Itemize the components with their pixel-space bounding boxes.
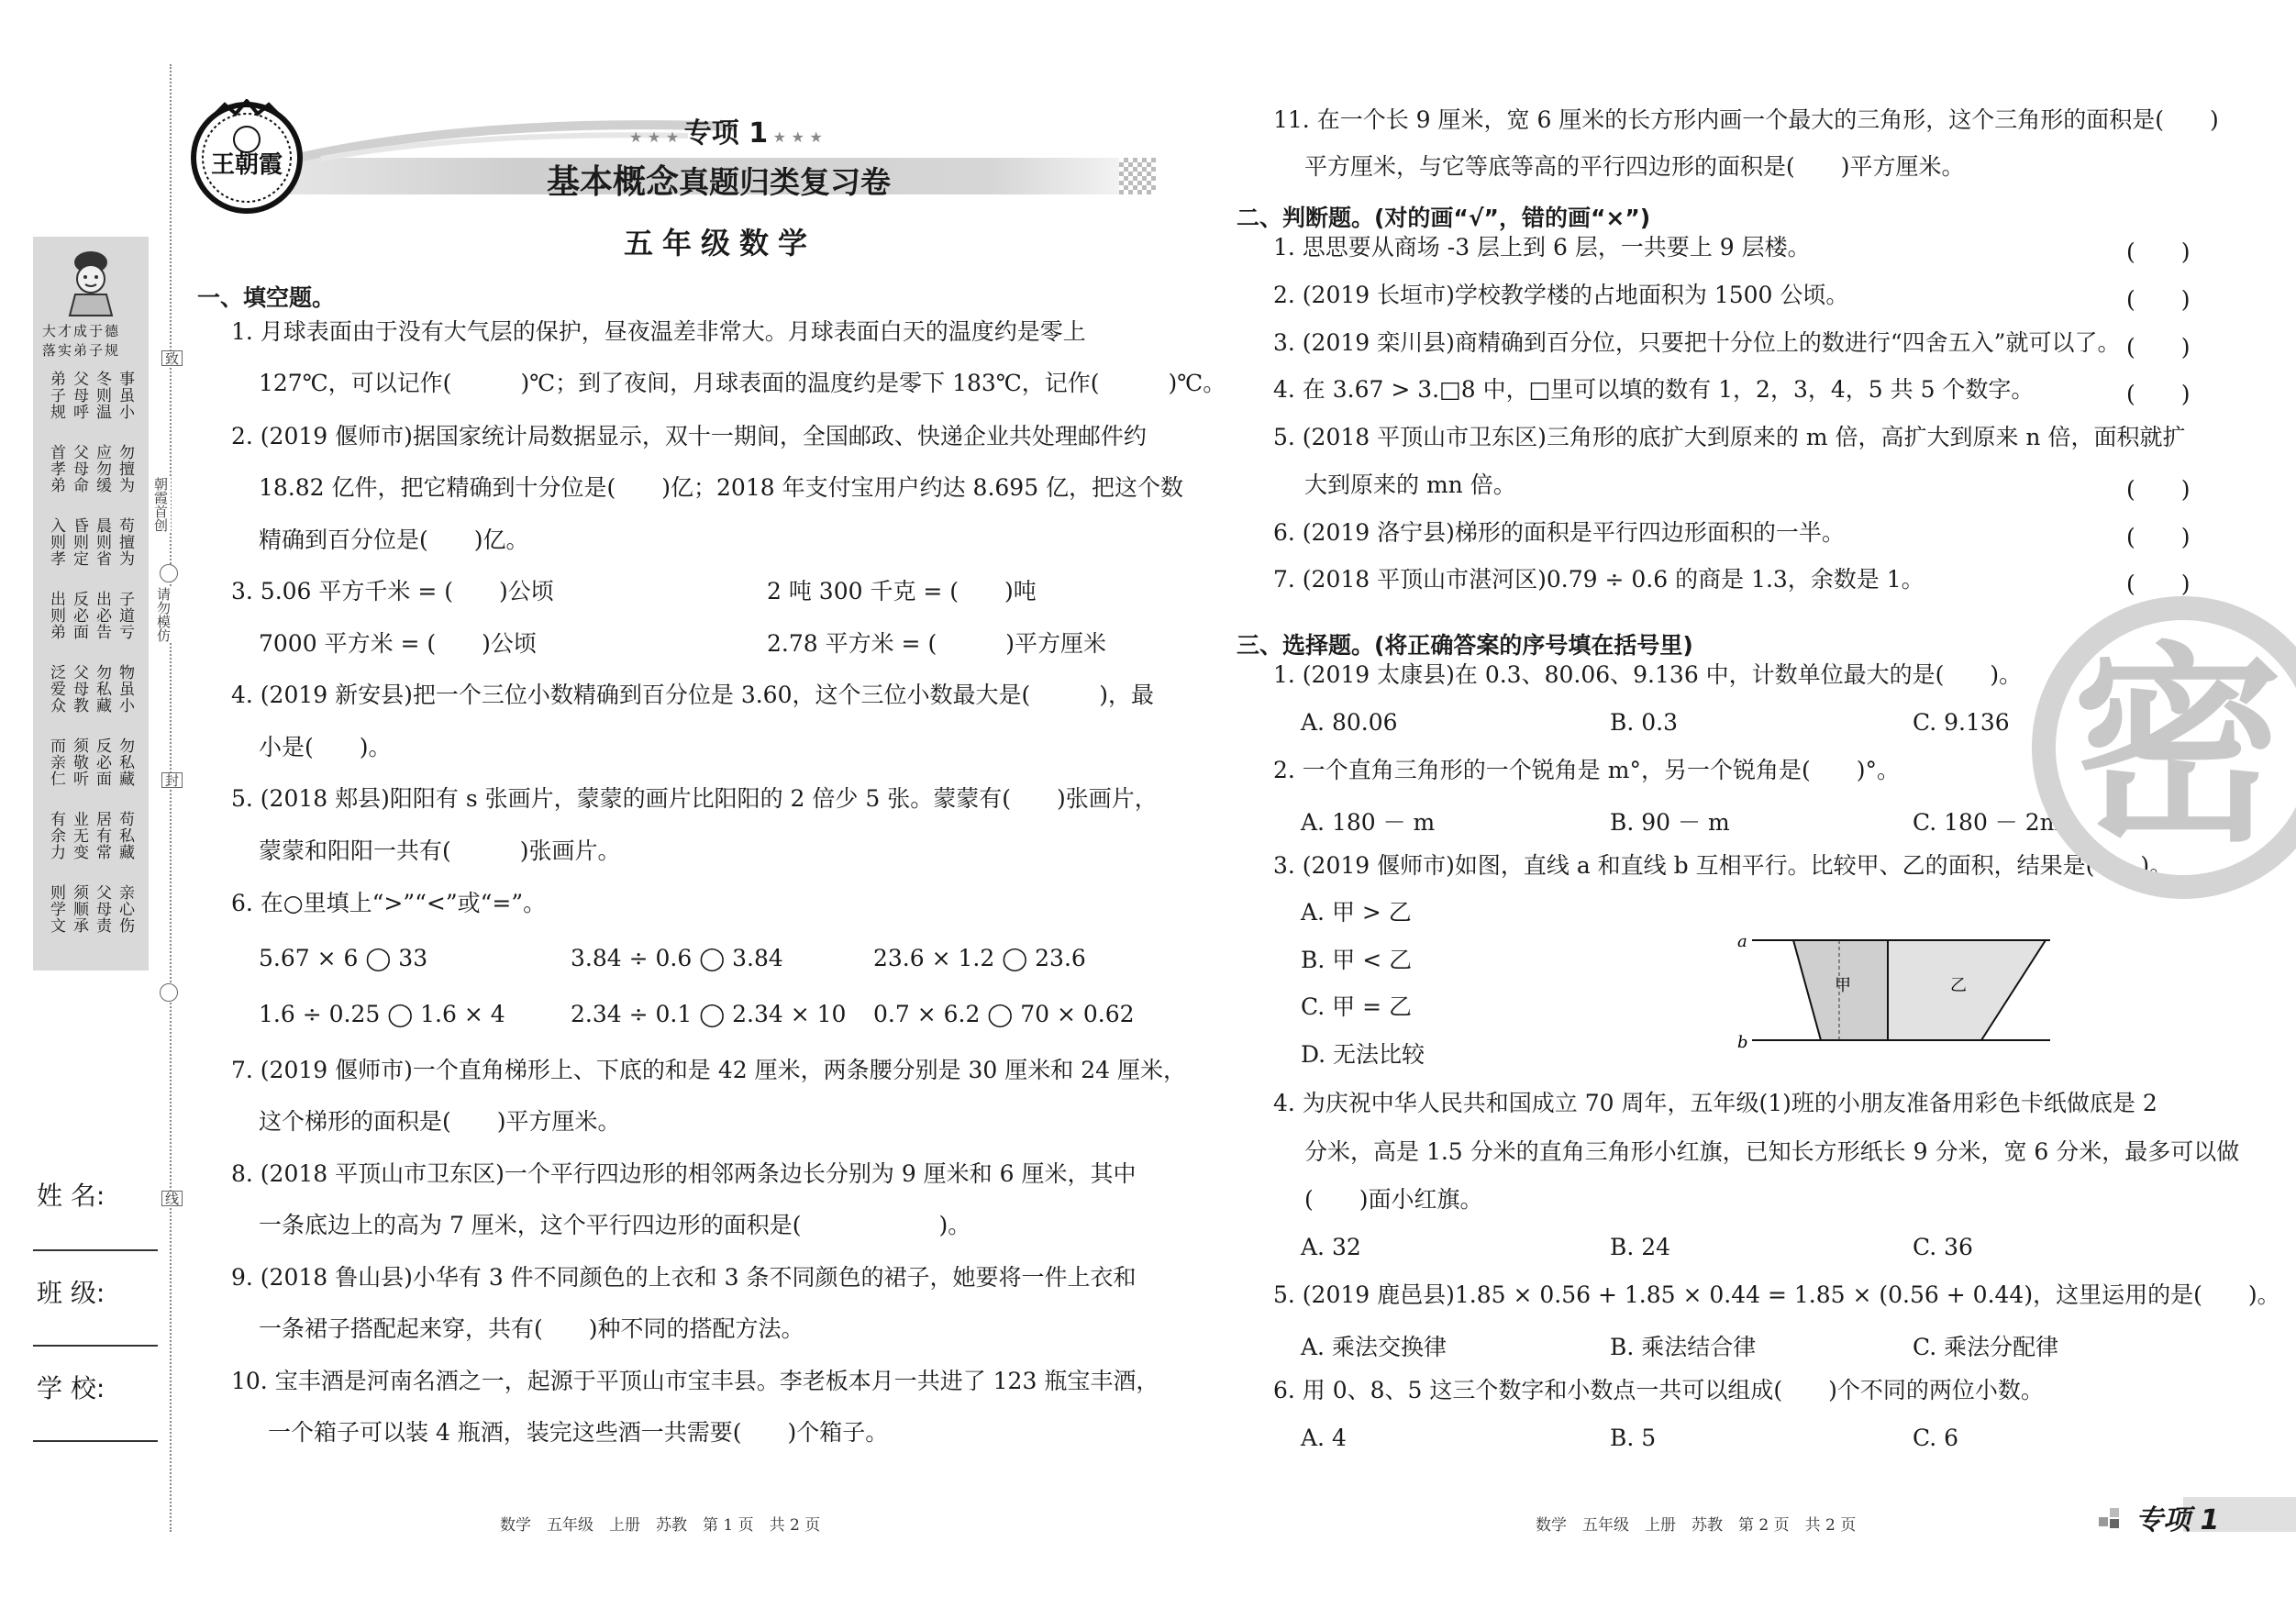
- parallel-figure: [1734, 926, 2064, 1055]
- sep-label-feng: 封: [161, 772, 183, 788]
- poem-group: [44, 591, 141, 660]
- sep-circle-1: [160, 564, 178, 582]
- answer-parenthesis[interactable]: ( ): [2126, 524, 2191, 550]
- field-name-label: 姓 名:: [37, 1181, 105, 1211]
- poem-group: [44, 444, 141, 514]
- poem-column: 则学文: [47, 884, 65, 934]
- choice-option: B. 5: [1610, 1425, 1657, 1451]
- section-multiple-choice: 三、选择题。(将正确答案的序号填在括号里): [1237, 632, 1693, 659]
- poem-column: 而亲仁: [47, 738, 65, 787]
- question-line: 2.34 ÷ 0.1 ◯ 2.34 × 10: [571, 1001, 847, 1027]
- poem-column: 勿私藏: [93, 664, 111, 714]
- choice-option: A. 4: [1301, 1425, 1347, 1451]
- question-line: 蒙蒙和阳阳一共有( )张画片。: [259, 837, 621, 864]
- choice-item: 分米，高是 1.5 分米的直角三角形小红旗，已知长方形纸长 9 分米，宽 6 分米，最多可以做: [1304, 1138, 2240, 1165]
- poem-column: 物虽小: [116, 664, 134, 714]
- question-line: 2 吨 300 千克 = ( )吨: [767, 578, 1037, 604]
- poem-column: 出必告: [93, 591, 111, 640]
- choice-option: B. 24: [1610, 1234, 1671, 1260]
- judge-item: 5. (2018 平顶山市卫东区)三角形的底扩大到原来的 m 倍，高扩大到原来 n 倍，面积就扩: [1273, 424, 2186, 450]
- corner-tag-label: 专项 1: [2135, 1504, 2220, 1536]
- header-checker: [1119, 158, 1156, 194]
- question-line: 小是( )。: [259, 734, 392, 760]
- question-line: 2.78 平方米 = ( )平方厘米: [767, 630, 1106, 657]
- answer-parenthesis[interactable]: ( ): [2126, 286, 2191, 313]
- footer-left: 数学 五年级 上册 苏教 第 1 页 共 2 页: [500, 1516, 821, 1535]
- choice-option: C. 180 － 2m: [1913, 809, 2062, 836]
- sep-label-zhi: 致: [161, 350, 183, 366]
- poem-column: 晨则省: [93, 517, 111, 567]
- field-name-line[interactable]: [33, 1249, 158, 1251]
- page-title: 基本概念真题归类复习卷: [547, 163, 892, 201]
- question-line: 2. (2019 偃师市)据国家统计局数据显示，双十一期间，全国邮政、快递企业共处理邮件约: [231, 423, 1147, 449]
- stamp-character: 密: [2072, 626, 2284, 871]
- poem-column: 子道亏: [116, 591, 134, 640]
- poem-column: 泛爱众: [47, 664, 65, 714]
- question-line: 7000 平方米 = ( )公顷: [259, 630, 537, 657]
- question-line: 0.7 × 6.2 ◯ 70 × 0.62: [873, 1001, 1135, 1027]
- sep-label-xian: 线: [161, 1191, 183, 1206]
- question-11-line-2: 平方厘米，与它等底等高的平行四边形的面积是( )平方厘米。: [1304, 153, 1965, 180]
- question-line: 一条底边上的高为 7 厘米，这个平行四边形的面积是( )。: [259, 1212, 971, 1238]
- judge-item: 7. (2018 平顶山市湛河区)0.79 ÷ 0.6 的商是 1.3，余数是 1。: [1273, 566, 1924, 593]
- poem-column: 入则孝: [47, 517, 65, 567]
- poem-column: 须敬听: [70, 738, 88, 787]
- question-line: 10. 宝丰酒是河南名酒之一，起源于平顶山市宝丰县。李老板本月一共进了 123 瓶宝丰酒，: [231, 1368, 1159, 1394]
- poem-group: [44, 738, 141, 807]
- poem-group: [44, 371, 141, 440]
- question-line: 1.6 ÷ 0.25 ◯ 1.6 × 4: [259, 1001, 505, 1027]
- sidebar-motto-bottom: 落实弟子规: [42, 342, 121, 359]
- choice-option: A. 180 － m: [1301, 809, 1436, 836]
- confidential-stamp: [2032, 596, 2296, 899]
- question-line: 7. (2019 偃师市)一个直角梯形上、下底的和是 42 厘米，两条腰分别是 30 厘米和 24 厘米，: [231, 1057, 1186, 1083]
- poem-column: 父母呼: [70, 371, 88, 420]
- poem-column: 须顺承: [70, 884, 88, 934]
- poem-column: 事虽小: [116, 371, 134, 420]
- judge-item: 2. (2019 长垣市)学校教学楼的占地面积为 1500 公顷。: [1273, 282, 1849, 308]
- left-dotted-border: [170, 64, 172, 1532]
- section-true-false: 二、判断题。(对的画“√”，错的画“×”): [1237, 205, 1651, 231]
- choice-option: A. 32: [1301, 1234, 1361, 1260]
- choice-item: 3. (2019 偃师市)如图，直线 a 和直线 b 互相平行。比较甲、乙的面积，结果是( )。: [1273, 852, 2173, 879]
- answer-parenthesis[interactable]: ( ): [2126, 476, 2191, 503]
- poem-column: 父母教: [70, 664, 88, 714]
- stars-right: ★ ★ ★: [768, 128, 823, 146]
- choice-item: B. 甲 < 乙: [1301, 947, 1413, 973]
- judge-item: 1. 思思要从商场 -3 层上到 6 层，一共要上 9 层楼。: [1273, 234, 1811, 261]
- topic-label: ★ ★ ★ 专项 1 ★ ★ ★: [629, 117, 823, 150]
- sidebar-panel: [33, 237, 149, 970]
- region-yi-label: 乙: [1950, 976, 1967, 995]
- sidebar-motto-top: 大才成于德: [42, 323, 121, 339]
- poem-column: 首孝弟: [47, 444, 65, 494]
- question-line: 6. 在○里填上“>”“<”或“=”。: [231, 890, 547, 916]
- choice-item: 5. (2019 鹿邑县)1.85 × 0.56 + 1.85 × 0.44 = 1.85 × (0.56 + 0.44)，这里运用的是( )。: [1273, 1281, 2280, 1308]
- choice-option: C. 6: [1913, 1425, 1959, 1451]
- choice-option: C. 9.136: [1913, 709, 2010, 736]
- question-line: 这个梯形的面积是( )平方厘米。: [259, 1108, 621, 1135]
- question-line: 一条裙子搭配起来穿，共有( )种不同的搭配方法。: [259, 1315, 804, 1342]
- sep-label-no-copy: 请勿模仿: [155, 587, 172, 642]
- question-line: 3.84 ÷ 0.6 ◯ 3.84: [571, 945, 783, 971]
- field-school-line[interactable]: [33, 1440, 158, 1442]
- answer-parenthesis[interactable]: ( ): [2126, 334, 2191, 360]
- question-line: 5. (2018 郏县)阳阳有 s 张画片，蒙蒙的画片比阳阳的 2 倍少 5 张。蒙蒙有( )张画片，: [231, 785, 1158, 812]
- choice-item: 4. 为庆祝中华人民共和国成立 70 周年，五年级(1)班的小朋友准备用彩色卡纸做底是 2: [1273, 1090, 2157, 1116]
- choice-item: D. 无法比较: [1301, 1041, 1425, 1068]
- choice-item: C. 甲 = 乙: [1301, 993, 1412, 1020]
- choice-option: A. 乘法交换律: [1301, 1334, 1447, 1360]
- judge-item: 3. (2019 栾川县)商精确到百分位，只要把十分位上的数进行“四舍五入”就可以了。: [1273, 329, 2121, 356]
- poem-group: [44, 517, 141, 587]
- svg-text:王朝霞: 王朝霞: [210, 151, 283, 179]
- stars-left: ★ ★ ★: [629, 128, 684, 146]
- choice-option: B. 乘法结合律: [1610, 1334, 1757, 1360]
- choice-option: B. 0.3: [1610, 709, 1679, 736]
- page-subtitle: 五年级数学: [624, 226, 817, 261]
- question-line: 23.6 × 1.2 ◯ 23.6: [873, 945, 1086, 971]
- poem-column: 居有常: [93, 811, 111, 860]
- question-line: 8. (2018 平顶山市卫东区)一个平行四边形的相邻两条边长分别为 9 厘米和 6 厘米，其中: [231, 1160, 1137, 1187]
- poem-group: [44, 664, 141, 734]
- judge-item: 大到原来的 mn 倍。: [1304, 471, 1516, 498]
- poem-column: 苟私藏: [116, 811, 134, 860]
- poem-column: 亲心伤: [116, 884, 134, 934]
- choice-item: ( )面小红旗。: [1304, 1186, 1483, 1213]
- choice-item: 2. 一个直角三角形的一个锐角是 m°，另一个锐角是( )°。: [1273, 757, 1900, 783]
- sep-circle-2: [160, 983, 178, 1002]
- poem-column: 冬则温: [93, 371, 111, 420]
- question-line: 5.67 × 6 ◯ 33: [259, 945, 428, 971]
- poem-column: 父母命: [70, 444, 88, 494]
- question-line: 一个箱子可以装 4 瓶酒，装完这些酒一共需要( )个箱子。: [268, 1419, 889, 1446]
- poem-column: 勿擅为: [116, 444, 134, 494]
- poem-column: 有余力: [47, 811, 65, 860]
- poem-group: [44, 884, 141, 954]
- question-line: 3. 5.06 平方千米 = ( )公顷: [231, 578, 554, 604]
- answer-parenthesis[interactable]: ( ): [2126, 381, 2191, 407]
- poem-column: 业无变: [70, 811, 88, 860]
- choice-item: 1. (2019 太康县)在 0.3、80.06、9.136 中，计数单位最大的是( )。: [1273, 661, 2023, 688]
- question-line: 127℃，可以记作( )℃；到了夜间，月球表面的温度约是零下 183℃，记作( )℃。: [259, 370, 1226, 396]
- poem-column: 苟擅为: [116, 517, 134, 567]
- answer-parenthesis[interactable]: ( ): [2126, 238, 2191, 265]
- question-line: 9. (2018 鲁山县)小华有 3 件不同颜色的上衣和 3 条不同颜色的裙子，她要将一件上衣和: [231, 1264, 1137, 1291]
- field-school-label: 学 校:: [37, 1373, 105, 1403]
- judge-item: 6. (2019 洛宁县)梯形的面积是平行四边形面积的一半。: [1273, 519, 1845, 546]
- section-fill-blank: 一、填空题。: [197, 284, 336, 311]
- poem-column: 应勿缓: [93, 444, 111, 494]
- footer-right: 数学 五年级 上册 苏教 第 2 页 共 2 页: [1536, 1516, 1857, 1535]
- brand-logo: [188, 99, 305, 216]
- poem-column: 出则弟: [47, 591, 65, 640]
- sidebar-poem: [44, 371, 141, 958]
- answer-parenthesis[interactable]: ( ): [2126, 571, 2191, 597]
- field-class-line[interactable]: [33, 1345, 158, 1347]
- choice-option: B. 90 － m: [1610, 809, 1730, 836]
- sep-label-copyright: 朝霞首创: [152, 477, 169, 532]
- question-line: 18.82 亿件，把它精确到十分位是( )亿；2018 年支付宝用户约达 8.695 亿，把这个数: [259, 474, 1184, 501]
- cartoon-scholar: [59, 244, 123, 317]
- corner-tag-squares: [2099, 1504, 2124, 1528]
- question-line: 1. 月球表面由于没有大气层的保护，昼夜温差非常大。月球表面白天的温度约是零上: [231, 318, 1086, 345]
- poem-column: 昏则定: [70, 517, 88, 567]
- choice-item: 6. 用 0、8、5 这三个数字和小数点一共可以组成( )个不同的两位小数。: [1273, 1377, 2044, 1403]
- poem-group: [44, 811, 141, 881]
- line-a-label: a: [1737, 932, 1747, 951]
- poem-column: 勿私藏: [116, 738, 134, 787]
- field-class-label: 班 级:: [37, 1278, 105, 1308]
- question-line: 4. (2019 新安县)把一个三位小数精确到百分位是 3.60，这个三位小数最大是( )，最: [231, 682, 1154, 708]
- choice-option: A. 80.06: [1301, 709, 1398, 736]
- choice-option: C. 36: [1913, 1234, 1973, 1260]
- choice-option: C. 乘法分配律: [1913, 1334, 2059, 1360]
- judge-item: 4. 在 3.67 > 3.□8 中，□里可以填的数有 1，2，3，4，5 共 5 个数字。: [1273, 376, 2035, 403]
- choice-item: A. 甲 > 乙: [1301, 899, 1412, 926]
- region-jia-label: 甲: [1835, 976, 1851, 995]
- poem-column: 反必面: [70, 591, 88, 640]
- poem-column: 弟子规: [47, 371, 65, 420]
- poem-column: 反必面: [93, 738, 111, 787]
- line-b-label: b: [1737, 1033, 1748, 1052]
- question-line: 精确到百分位是( )亿。: [259, 527, 529, 553]
- question-11-line-1: 11. 在一个长 9 厘米，宽 6 厘米的长方形内画一个最大的三角形，这个三角形的面积是( ): [1273, 106, 2219, 133]
- poem-column: 父母责: [93, 884, 111, 934]
